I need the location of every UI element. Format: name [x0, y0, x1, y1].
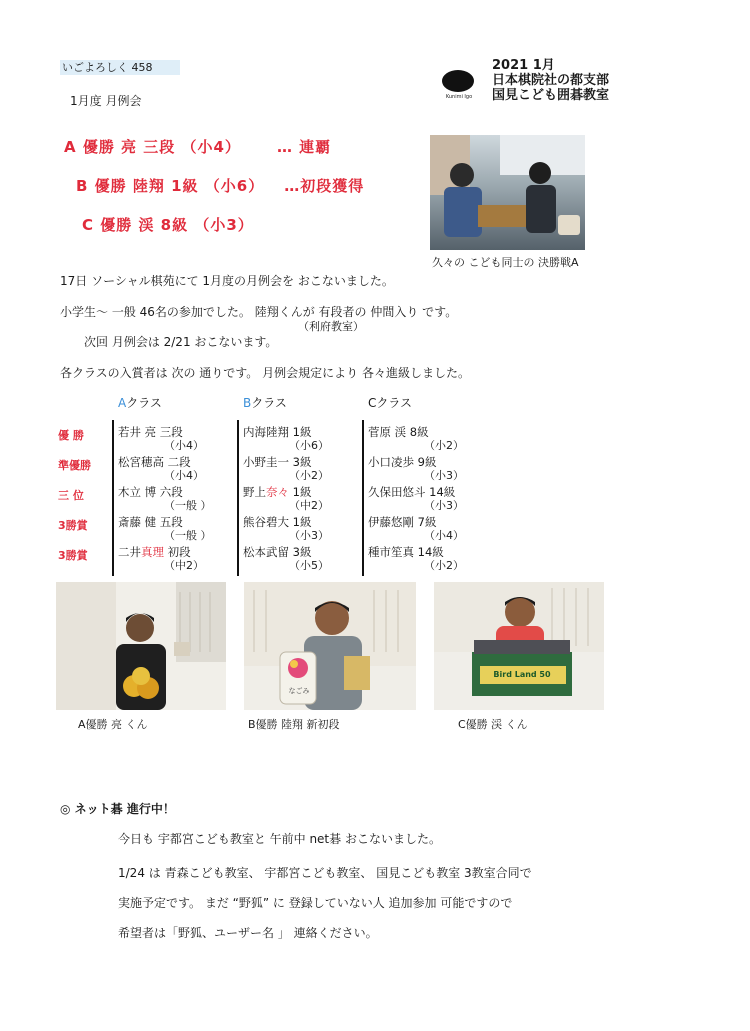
net-go-line-4: 希望者は「野狐、ユーザー名 」 連絡ください。: [118, 926, 378, 940]
entry-grade: （一般 ）: [164, 499, 212, 512]
class-b-header: [243, 394, 287, 411]
entry-name: 菅原 渓 8級: [368, 425, 429, 439]
net-go-title: ◎ ネット碁 進行中！: [60, 802, 175, 816]
winner-a: [64, 136, 331, 157]
entry-grade: （小3）: [424, 499, 464, 512]
issue-label: いごよろしく 458: [60, 60, 180, 75]
paragraph-4: 各クラスの入賞者は 次の 通りです。 月例会規定により 各々進級しました。: [60, 366, 470, 380]
entry-name-part: 野上: [243, 485, 266, 499]
list-item: [243, 485, 361, 515]
winner-a-note: … 連覇: [276, 138, 332, 156]
list-item: [368, 515, 498, 545]
entry-grade: （小6）: [289, 439, 329, 452]
entry-name: 種市笙真 14級: [368, 545, 444, 559]
rank-4: 3勝賞: [58, 519, 88, 532]
org-school: 国見こども囲碁教室: [492, 88, 610, 103]
bag-label: なごみ: [288, 687, 310, 695]
winner-c-text: C 優勝 渓 8級 （小3）: [82, 216, 254, 234]
photo-b-illustration: [244, 582, 416, 710]
photo-class-b: [244, 582, 416, 710]
photo-players-illustration: [430, 135, 585, 250]
list-item: [243, 515, 361, 545]
org-date: 2021 1月: [492, 58, 555, 73]
entry-grade: （小3）: [424, 469, 464, 482]
entry-grade: （小4）: [424, 529, 464, 542]
entry-name: 松本武留 3級: [243, 545, 312, 559]
list-item: [243, 425, 361, 455]
list-item: [368, 485, 498, 515]
entry-name: 熊谷碧大 1級: [243, 515, 312, 529]
entry-grade: （小4）: [164, 439, 204, 452]
class-b-letter: B: [243, 396, 252, 410]
photo-b-caption: B優勝 陸翔 新初段: [248, 718, 340, 731]
photo-c-illustration: [434, 582, 604, 710]
entry-grade: （小3）: [289, 529, 329, 542]
list-item: [118, 485, 236, 515]
class-c-label: クラス: [376, 396, 413, 410]
class-a-letter: A: [118, 396, 127, 410]
class-c-letter: C: [368, 396, 377, 410]
rank-2: 準優勝: [58, 459, 91, 472]
organization-block: [492, 58, 609, 103]
list-item: [243, 455, 361, 485]
entry-grade: （小2）: [289, 469, 329, 482]
rank-5: 3勝賞: [58, 549, 88, 562]
class-a-header: [118, 394, 162, 411]
class-a-list: [118, 425, 236, 575]
net-go-line-1: 今日も 宇都宮こども教室と 午前中 net碁 おこないました。: [118, 832, 441, 846]
list-item: [118, 545, 236, 575]
class-a-label: クラス: [126, 396, 162, 410]
paragraph-3: 次回 月例会は 2/21 おこないます。: [84, 335, 278, 349]
entry-name: 小野圭一 3級: [243, 455, 312, 469]
divider-b: [237, 420, 239, 576]
class-b-list: [243, 425, 361, 575]
winner-b-note: …初段獲得: [284, 177, 365, 195]
entry-name: 内海陸翔 1級: [243, 425, 312, 439]
entry-name-part: 二井: [118, 545, 141, 559]
class-b-label: クラス: [251, 396, 287, 410]
list-item: [118, 455, 236, 485]
class-c-list: [368, 425, 498, 575]
entry-name-part: 初段: [164, 545, 191, 559]
entry-name-part: 1級: [289, 485, 312, 499]
logo-text: Kunimi Igo: [445, 94, 473, 100]
entry-grade: （中2）: [164, 559, 204, 572]
paragraph-2: 小学生～ 一般 46名の参加でした。 陸翔くんが 有段者の 仲間入り です。: [60, 305, 458, 319]
list-item: [368, 425, 498, 455]
entry-name: 木立 博 六段: [118, 485, 183, 499]
winner-b-text: B 優勝 陸翔 1級 （小6）: [76, 177, 265, 195]
paragraph-1: 17日 ソーシャル棋苑にて 1月度の月例会を おこないました。: [60, 274, 394, 288]
entry-name-highlight: 真理: [141, 545, 164, 559]
entry-grade: （小2）: [424, 439, 464, 452]
rank-1: 優 勝: [58, 429, 84, 442]
entry-grade: （小2）: [424, 559, 464, 572]
entry-name: 若井 亮 三段: [118, 425, 183, 439]
entry-name: 松宮穂高 二段: [118, 455, 191, 469]
class-c-header: [368, 394, 412, 411]
winner-a-text: A 優勝 亮 三段 （小4）: [64, 138, 241, 156]
net-go-line-2: 1/24 は 青森こども教室、 宇都宮こども教室、 国見こども教室 3教室合同で: [118, 866, 532, 880]
entry-grade: （小4）: [164, 469, 204, 482]
meeting-title: 1月度 月例会: [70, 94, 142, 108]
net-go-line-3: 実施予定です。 まだ “野狐” に 登録していない人 追加参加 可能ですので: [118, 896, 513, 910]
entry-name: 伊藤悠剛 7級: [368, 515, 437, 529]
entry-name: 久保田悠斗 14級: [368, 485, 456, 499]
list-item: [118, 425, 236, 455]
photo-class-c: [434, 582, 604, 710]
list-item: [118, 515, 236, 545]
winner-c: [82, 214, 254, 235]
entry-name: [243, 485, 361, 499]
photo-a-illustration: [56, 582, 226, 710]
top-photo: [430, 135, 585, 250]
winner-b: [76, 175, 364, 196]
rank-3: 三 位: [58, 489, 84, 502]
list-item: [368, 545, 498, 575]
photo-class-a: [56, 582, 226, 710]
entry-name: [118, 545, 236, 559]
go-stone-icon: [442, 70, 474, 92]
entry-name: 小口凌歩 9級: [368, 455, 437, 469]
list-item: [368, 455, 498, 485]
club-logo: [438, 68, 480, 104]
divider-c: [362, 420, 364, 576]
top-photo-caption: 久々の こども同士の 決勝戦A: [432, 256, 579, 269]
paragraph-2-sub: （利府教室）: [298, 320, 364, 333]
entry-grade: （小5）: [289, 559, 329, 572]
entry-grade: （一般 ）: [164, 529, 212, 542]
photo-c-caption: C優勝 渓 くん: [458, 718, 528, 731]
photo-a-caption: A優勝 亮 くん: [78, 718, 148, 731]
entry-name: 斎藤 健 五段: [118, 515, 183, 529]
org-branch: 日本棋院社の都支部: [492, 73, 610, 88]
box-label: Bird Land 50: [493, 670, 551, 679]
entry-name-highlight: 奈々: [266, 485, 289, 499]
entry-grade: （中2）: [289, 499, 329, 512]
list-item: [243, 545, 361, 575]
divider-a: [112, 420, 114, 576]
